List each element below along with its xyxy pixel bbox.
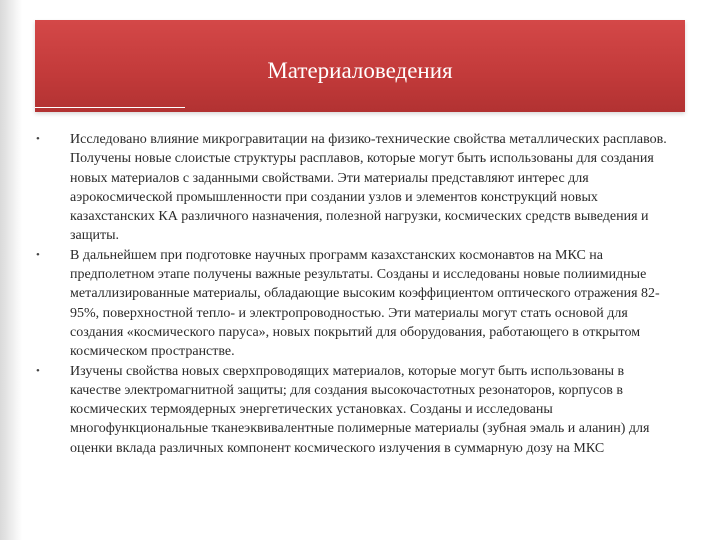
- bullet-item-3: [36, 362, 676, 458]
- bullet-text: Изучены свойства новых сверхпроводящих материалов, которые могут быть использованы в качестве электромагнитной защиты; для создания высокочастотных резонаторов, корпусов в космических термоядерных энергетических установках. Созданы и исследованы многофункциональные тканеэквивалентные полимерные материалы (зубная эмаль и аланин) для оценки вклада различных компонент космического излучения в суммарную дозу на МКС: [70, 363, 650, 456]
- slide-title: Материаловедения: [267, 58, 453, 83]
- bullet-marker: •: [36, 248, 40, 261]
- bullet-text: Исследовано влияние микрогравитации на физико-технические свойства металлических расплавов. Получены новые слоистые структуры расплавов, которые могут быть использованы для создания новых материалов с заданными свойствами. Эти материалы представляют интерес для аэрокосмической промышленности при создании узлов и элементов конструкций новых казахстанских КА различного назначения, полезной нагрузки, космических средств выведения и защиты.: [70, 132, 667, 244]
- title-underline-rule: [35, 107, 185, 108]
- title-band: [35, 20, 685, 112]
- bullet-item-1: [36, 130, 676, 246]
- bullet-marker: •: [36, 133, 40, 145]
- bullet-text: В дальнейшем при подготовке научных программ казахстанских космонавтов на МКС на предполетном этапе получены важные результаты. Созданы и исследованы новые полиимидные металлизированные материалы, обладающие высоким коэффициентом оптического отражения 82-95%, поверхностной тепло- и электропроводностью. Эти материалы могут стать основой для создания «космического паруса», новых покрытий для оборудования, работающего в открытом космическом пространстве.: [70, 247, 660, 360]
- bullet-list: [36, 130, 676, 458]
- bullet-item-2: [36, 246, 676, 362]
- bullet-marker: •: [36, 364, 40, 377]
